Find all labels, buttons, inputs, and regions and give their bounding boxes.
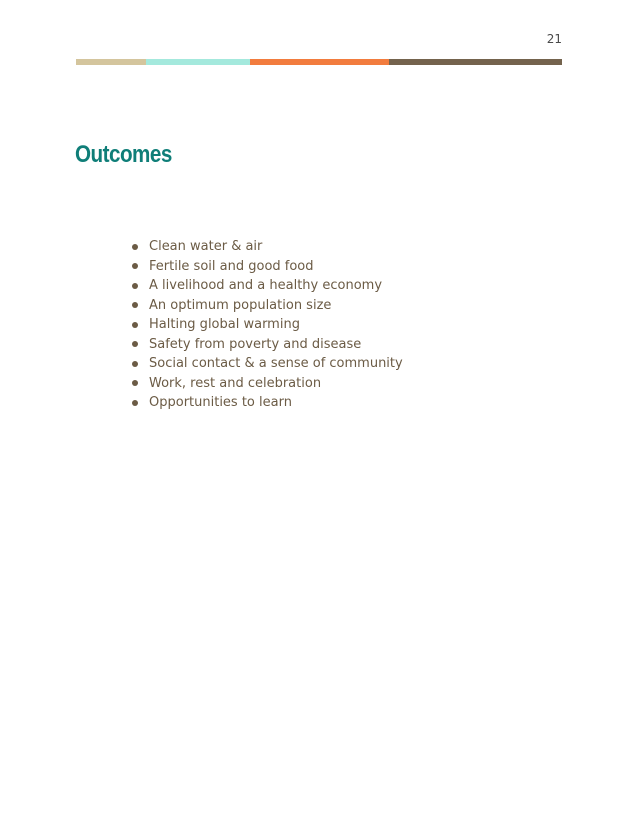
list-item: [132, 354, 403, 374]
bullet-icon: [132, 263, 138, 269]
list-item-text: A livelihood and a healthy economy: [149, 278, 383, 294]
list-item: [132, 276, 403, 296]
bullet-icon: [132, 400, 138, 406]
color-bar-segment-orange: [250, 59, 389, 65]
list-item-text: Fertile soil and good food: [149, 258, 314, 274]
outcomes-list: [132, 237, 403, 413]
page-number: 21: [546, 32, 562, 46]
bullet-icon: [132, 380, 138, 386]
bullet-icon: [132, 361, 138, 367]
list-item-text: Social contact & a sense of community: [149, 356, 403, 372]
bullet-icon: [132, 302, 138, 308]
bullet-icon: [132, 322, 138, 328]
list-item-text: An optimum population size: [149, 297, 332, 313]
decorative-color-bar: [76, 59, 562, 65]
color-bar-segment-brown: [389, 59, 562, 65]
list-item-text: Clean water & air: [149, 239, 263, 255]
color-bar-segment-aqua: [146, 59, 250, 65]
list-item-text: Safety from poverty and disease: [149, 336, 362, 352]
list-item: [132, 237, 403, 257]
list-item: [132, 296, 403, 316]
bullet-icon: [132, 283, 138, 289]
bullet-icon: [132, 244, 138, 250]
list-item-text: Work, rest and celebration: [149, 375, 322, 391]
list-item: [132, 257, 403, 277]
color-bar-segment-beige: [76, 59, 146, 65]
list-item-text: Halting global warming: [149, 317, 300, 333]
list-item: [132, 393, 403, 413]
list-item: [132, 315, 403, 335]
section-heading: Outcomes: [75, 141, 172, 168]
list-item-text: Opportunities to learn: [149, 395, 292, 411]
bullet-icon: [132, 341, 138, 347]
list-item: [132, 374, 403, 394]
list-item: [132, 335, 403, 355]
